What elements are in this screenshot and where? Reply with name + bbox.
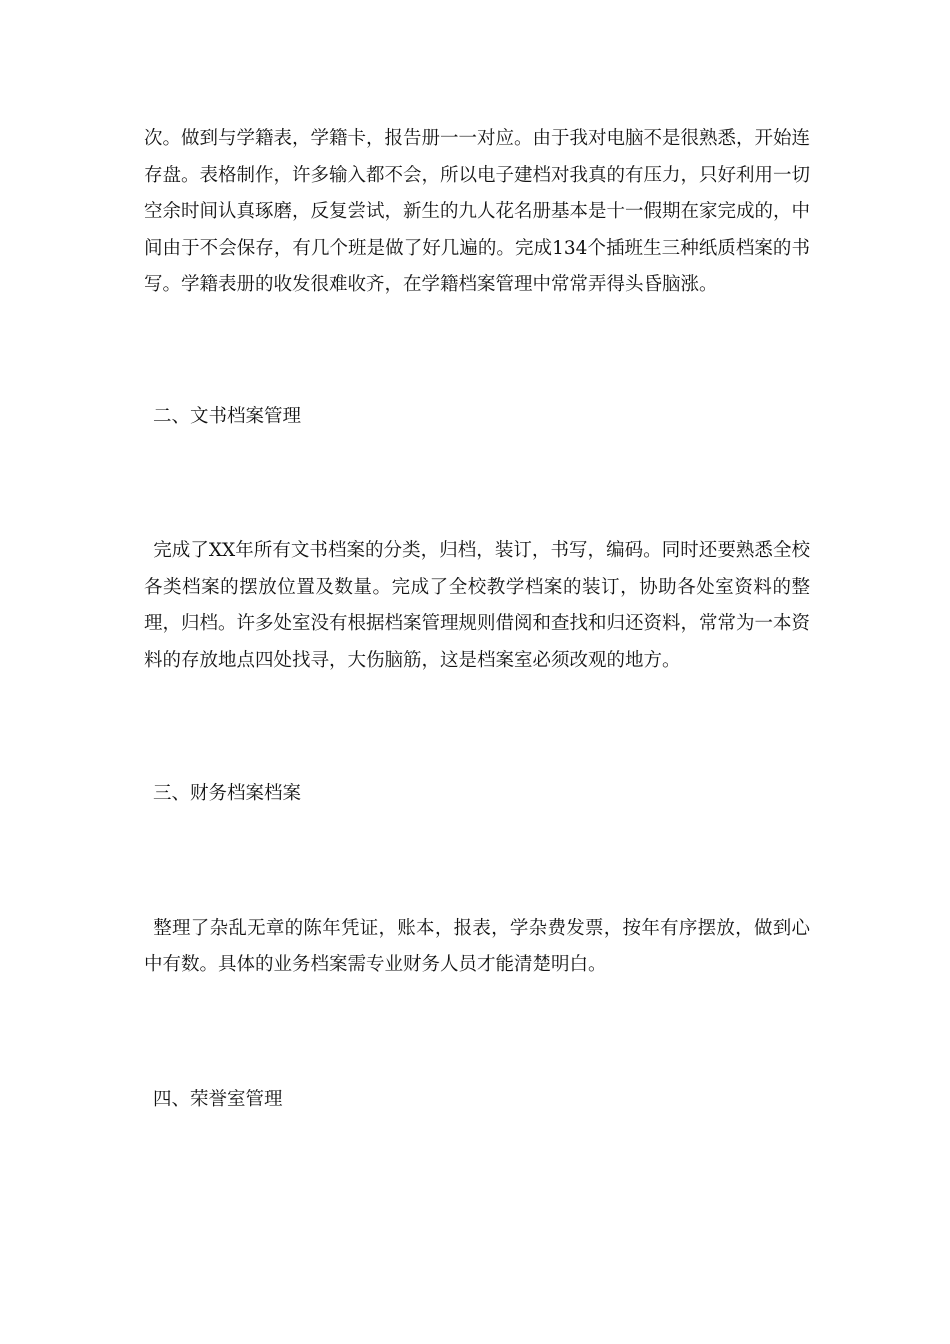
spacer <box>144 813 810 911</box>
spacer <box>144 435 810 533</box>
paragraph-finance-archives: 整理了杂乱无章的陈年凭证，账本，报表，学杂费发票，按年有序摆放，做到心中有数。具体的业务档案需专业财务人员才能清楚明白。 <box>144 917 810 975</box>
spacer <box>144 679 810 776</box>
section-heading-finance-archives: 三、财务档案档案 <box>153 783 302 804</box>
section-heading-document-archives: 二、文书档案管理 <box>153 405 302 427</box>
document-body <box>144 121 810 1118</box>
paragraph-document-archives: 完成了XX年所有文书档案的分类，归档，装订，书写，编码。同时还要熟悉全校各类档案的摆放位置及数量。完成了全校教学档案的装订，协助各处室资料的整理，归档。许多处室没有根据档案管理规则借阅和查找和归还资料，常常为一本资料的存放地点四处找寻，大伤脑筋，这是档案室必须改观的地方。 <box>144 540 811 671</box>
paragraph-student-records: 次。做到与学籍表，学籍卡，报告册一一对应。由于我对电脑不是很熟悉，开始连存盘。表格制作，许多输入都不会，所以电子建档对我真的有压力，只好利用一切空余时间认真琢磨，反复尝试，新生的九人花名册基本是十一假期在家完成的，中间由于不会保存，有几个班是做了好几遍的。完成134个插班生三种纸质档案的书写。学籍表册的收发很难收齐，在学籍档案管理中常常弄得头昏脑涨。 <box>144 128 811 295</box>
spacer <box>144 304 810 399</box>
spacer <box>144 984 810 1082</box>
section-heading-honor-room: 四、荣誉室管理 <box>153 1088 283 1110</box>
